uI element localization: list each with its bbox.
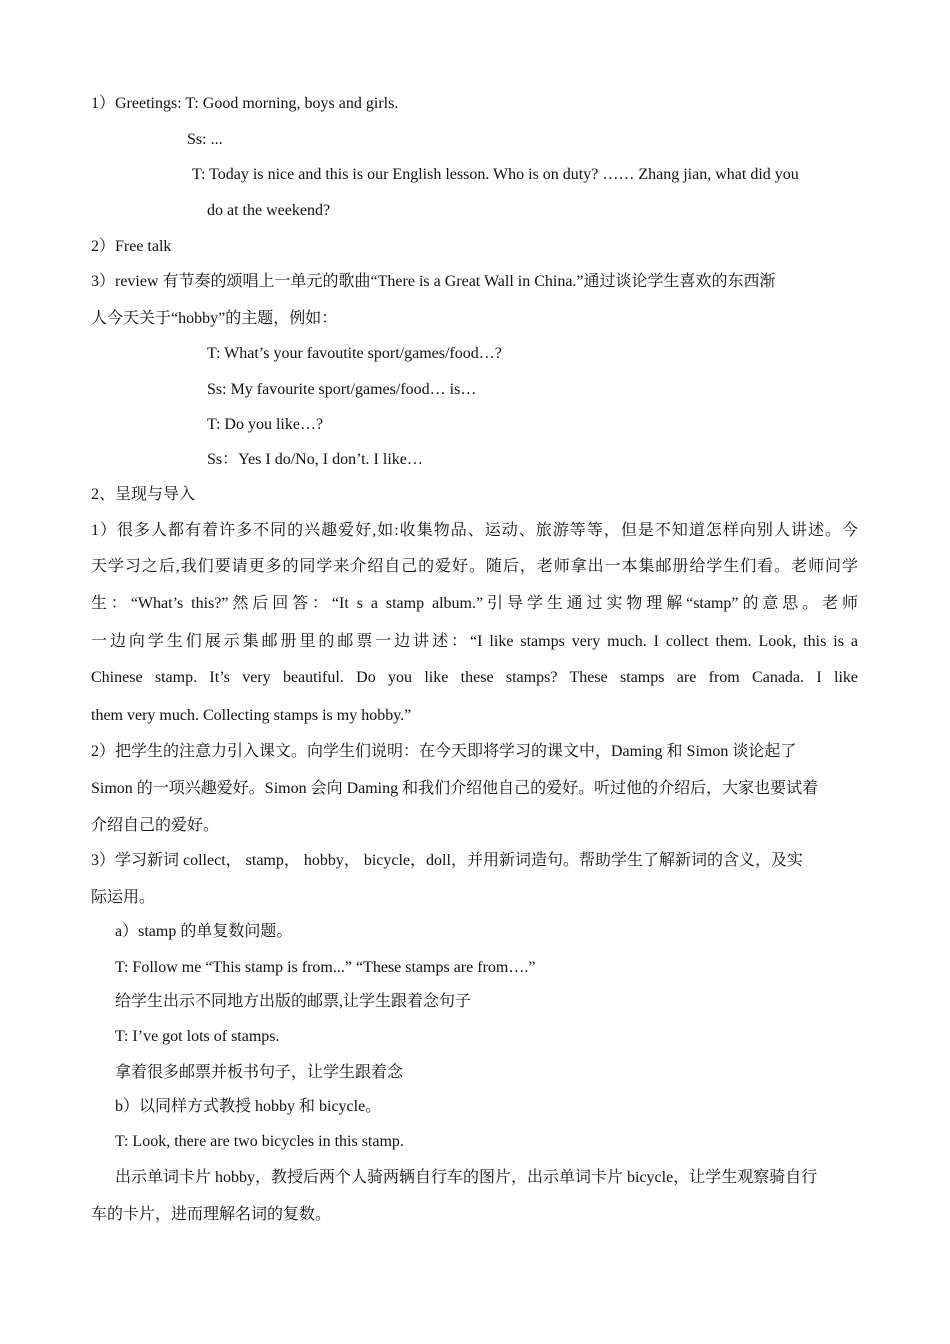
text-line: 拿着很多邮票并板书句子，让学生跟着念 bbox=[115, 1064, 404, 1081]
text-line: T: Do you like…? bbox=[207, 416, 324, 433]
text-line: 一边向学生们展示集邮册里的邮票一边讲述：“I like stamps very much. I collect them. Look, this is a bbox=[91, 633, 858, 650]
text-line: 出示单词卡片 hobby，教授后两个人骑两辆自行车的图片，出示单词卡片 bicycle，让学生观察骑自行 bbox=[115, 1169, 818, 1186]
text-line: them very much. Collecting stamps is my hobby.” bbox=[91, 707, 412, 724]
text-line: Chinese stamp. It’s very beautiful. Do you like these stamps? These stamps are from Canada. I like bbox=[91, 669, 858, 686]
text-line: 介绍自己的爱好。 bbox=[91, 817, 220, 834]
text-line: b）以同样方式教授 hobby 和 bicycle。 bbox=[115, 1098, 382, 1115]
section-heading: 2、呈现与导入 bbox=[91, 486, 196, 503]
text-line: 1）Greetings: T: Good morning, boys and girls. bbox=[91, 95, 399, 112]
text-line: Ss：Yes I do/No, I don’t. I like… bbox=[207, 451, 423, 468]
text-line: Simon 的一项兴趣爱好。Simon 会向 Daming 和我们介绍他自己的爱好。听过他的介绍后，大家也要试着 bbox=[91, 780, 819, 797]
text-line: 人今天关于“hobby”的主题，例如： bbox=[91, 310, 338, 327]
text-line: 际运用。 bbox=[91, 889, 156, 906]
text-line: a）stamp 的单复数问题。 bbox=[115, 923, 293, 940]
text-line: 1）很多人都有着许多不同的兴趣爱好,如:收集物品、运动、旅游等等，但是不知道怎样向别人讲述。今 bbox=[91, 522, 858, 539]
text-line: 3）review 有节奏的颂唱上一单元的歌曲“There is a Great Wall in China.”通过谈论学生喜欢的东西渐 bbox=[91, 273, 776, 290]
text-line: 2）Free talk bbox=[91, 238, 172, 255]
text-line: 天学习之后,我们要请更多的同学来介绍自己的爱好。随后，老师拿出一本集邮册给学生们看。老师问学 bbox=[91, 558, 858, 575]
text-line: T: I’ve got lots of stamps. bbox=[115, 1028, 280, 1045]
text-line: Ss: My favourite sport/games/food… is… bbox=[207, 381, 477, 398]
text-line: 2）把学生的注意力引入课文。向学生们说明：在今天即将学习的课文中，Daming 和 Simon 谈论起了 bbox=[91, 743, 797, 760]
text-line: 车的卡片，进而理解名词的复数。 bbox=[91, 1206, 332, 1223]
text-line: 生：“What’s this?”然后回答：“It s a stamp album.”引导学生通过实物理解“stamp”的意思。老师 bbox=[91, 595, 858, 612]
text-line: T: Look, there are two bicycles in this stamp. bbox=[115, 1133, 404, 1150]
text-line: T: What’s your favoutite sport/games/food…? bbox=[207, 345, 502, 362]
text-line: do at the weekend? bbox=[207, 202, 331, 219]
text-line: T: Follow me “This stamp is from...” “These stamps are from….” bbox=[115, 959, 536, 976]
text-line: 给学生出示不同地方出版的邮票,让学生跟着念句子 bbox=[115, 993, 472, 1010]
text-line: T: Today is nice and this is our English lesson. Who is on duty? …… Zhang jian, what did you bbox=[192, 166, 799, 183]
text-line: Ss: ... bbox=[187, 131, 223, 148]
text-line: 3）学习新词 collect， stamp， hobby， bicycle，doll，并用新词造句。帮助学生了解新词的含义，及实 bbox=[91, 852, 803, 869]
